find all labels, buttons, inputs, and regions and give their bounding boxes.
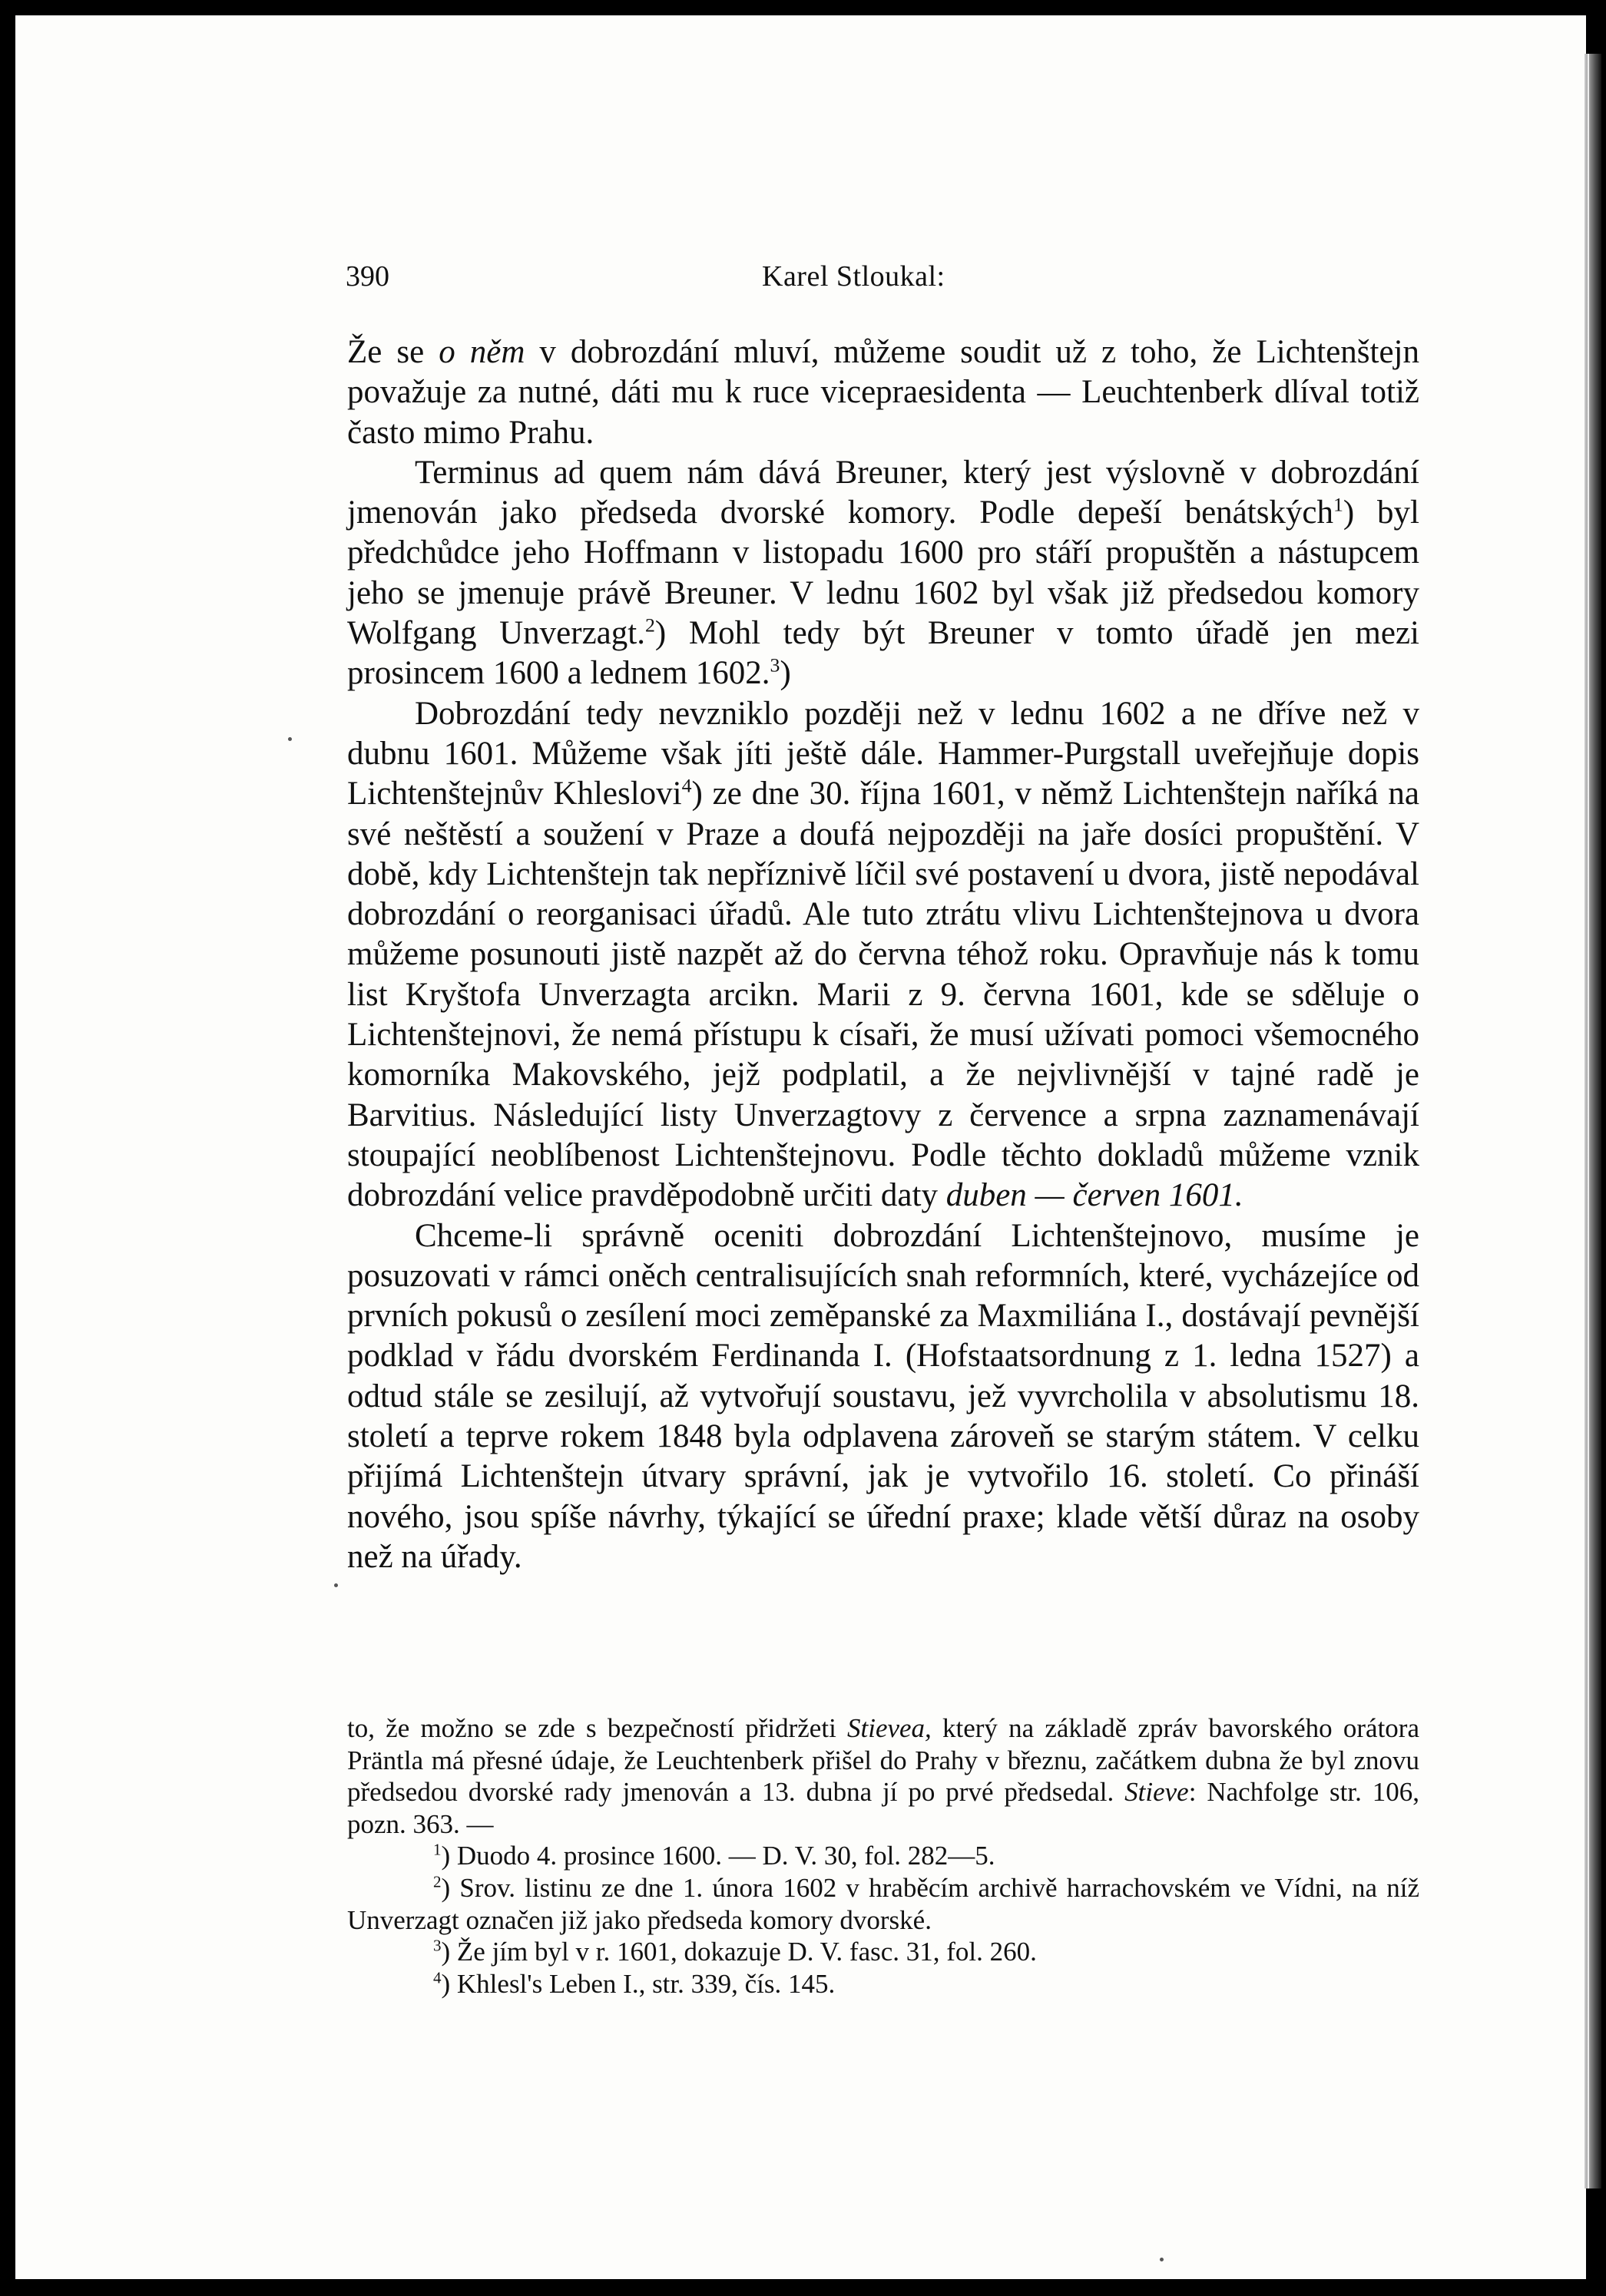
- footnote-ref-4: 4: [681, 774, 692, 797]
- footnotes: [347, 1712, 1419, 2000]
- page-sheet: [15, 15, 1586, 2279]
- page-number: 390: [346, 260, 389, 293]
- footnote-ref-3: 3: [770, 654, 780, 677]
- scan-speck: [1160, 2258, 1164, 2261]
- body-text: [347, 332, 1419, 1577]
- running-head: Karel Stloukal:: [762, 260, 945, 293]
- footnote-ref-1: 1: [1333, 493, 1343, 516]
- emphasis: o něm: [439, 334, 525, 370]
- footnote-4: $^4$) Khlesl's Leben I., str. 339, čís. 145.: [433, 1968, 836, 1999]
- date-range: duben — červen 1601.: [945, 1177, 1243, 1214]
- footnote-2: $^2$) Srov. listinu ze dne 1. února 1602 v hraběcím archivě harrachovském ve Vídni, na níž Unverzagt označen již jako předseda komory dvorské.: [347, 1872, 1419, 1935]
- footnote-3: $^3$) Že jím byl v r. 1601, dokazuje D. V. fasc. 31, fol. 260.: [433, 1936, 1037, 1967]
- footnote-1: $^1$) Duodo 4. prosince 1600. — D. V. 30, fol. 282—5.: [433, 1840, 995, 1871]
- scan-speck: [334, 1583, 338, 1587]
- paragraph-1: Že se o něm v dobrozdání mluví, můžeme soudit už z toho, že Lichtenštejn považuje za nutné, dáti mu k ruce vicepraesidenta — Leuchtenberk dlíval totiž často mimo Prahu.: [347, 334, 1420, 451]
- scan-speck: [288, 737, 292, 741]
- paragraph-4: Chceme-li správně oceniti dobrozdání Lichtenštejnovo, musíme je posuzovati v rámci oněch centralisujících snah reformních, které, vycházejíce od prvních pokusů o zesílení moci zeměpanské za Maxmiliána I., dostávají pevnější podklad v řádu dvorském Ferdinanda I. (Hofstaatsordnung z 1. ledna 1527) a odtud stále se zesilují, až vytvořují soustavu, jež vyvrcholila v absolutismu 18. století a teprve rokem 1848 byla odplavena zároveň se starým státem. V celku přijímá Lichtenštejn útvary správní, jak je vytvořilo 16. století. Co přináší nového, jsou spíše návrhy, týkající se úřední praxe; klade větší důraz na osoby než na úřady.: [347, 1217, 1419, 1575]
- paragraph-2: Terminus ad quem nám dává Breuner, který jest výslovně v dobrozdání jmenován jako předseda dvorské komory. Podle depeší benátských$^1$) byl předchůdce jeho Hoffmann v listopadu 1600 pro stáří propuštěn a nástupcem jeho se jmenuje právě Breuner. V lednu 1602 byl však již předsedou komory Wolfgang Unverzagt.$^2$) Mohl tedy být Breuner v tomto úřadě jen mezi prosincem 1600 a lednem 1602.$^3$): [347, 454, 1419, 692]
- binding-edge: [1584, 54, 1601, 2188]
- paragraph-3: Dobrozdání tedy nevzniklo později než v lednu 1602 a ne dříve než v dubnu 1601. Můžeme však jíti ještě dále. Hammer-Purgstall uveřejňuje dopis Lichtenštejnův Khleslovi$^4$) ze dne 30. října 1601, v němž Lichtenštejn naříká na své neštěstí a soužení v Praze a doufá nejpozději na jaře dosíci propuštění. V době, kdy Lichtenštejn tak nepříznivě líčil své postavení u dvora, jistě nepodával dobrozdání o reorganisaci úřadů. Ale tuto ztrátu vlivu Lichtenštejnova u dvora můžeme posunouti jistě nazpět až do června téhož roku. Opravňuje nás k tomu list Kryštofa Unverzagta arcikn. Marii z 9. června 1601, kde se sděluje o Lichtenštejnovi, že nemá přístupu k císaři, že musí užívati pomoci všemocného komorníka Makovského, jejž podplatil, a že nejvlivnější v tajné radě je Barvitius. Následující listy Unverzagtovy z července a srpna zaznamenávají stoupající neoblíbenost Lichtenštejnovu. Podle těchto dokladů můžeme vznik dobrozdání velice pravděpodobně určiti daty duben — červen 1601.: [347, 695, 1419, 1214]
- page-header: [346, 260, 1421, 298]
- footnote-continuation: to, že možno se zde s bezpečností přidržeti Stievea, který na základě zpráv bavorského orátora Präntla má přesné údaje, že Leuchtenberk přišel do Prahy v březnu, začátkem dubna že byl znovu předsedou dvorské rady jmenován a 13. dubna jí po prvé předsedal. Stieve: Nachfolge str. 106, pozn. 363. —: [347, 1713, 1419, 1839]
- footnote-ref-2: 2: [644, 614, 655, 637]
